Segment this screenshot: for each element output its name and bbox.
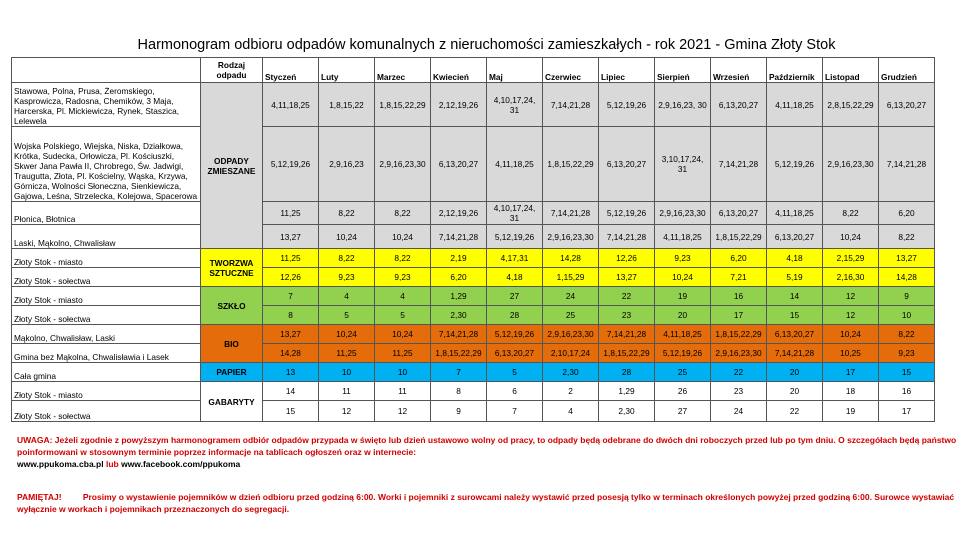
header-month: Grudzień <box>879 58 935 83</box>
date-cell: 10,24 <box>375 325 431 344</box>
date-cell: 10 <box>879 306 935 325</box>
date-cell: 14,28 <box>263 344 319 363</box>
date-cell: 4 <box>543 401 599 422</box>
date-cell: 22 <box>767 401 823 422</box>
date-cell: 9,23 <box>319 268 375 287</box>
header-month: Lipiec <box>599 58 655 83</box>
header-blank <box>12 58 201 83</box>
date-cell: 14,28 <box>543 249 599 268</box>
date-cell: 25 <box>543 306 599 325</box>
date-cell: 15 <box>879 363 935 382</box>
ppukoma-link[interactable]: www.ppukoma.cba.pl <box>17 459 104 469</box>
date-cell: 2,16,30 <box>823 268 879 287</box>
schedule-row <box>12 268 935 287</box>
date-cell: 28 <box>487 306 543 325</box>
date-cell: 8,22 <box>319 249 375 268</box>
date-cell: 10,24 <box>319 325 375 344</box>
category-mieszane: ODPADY ZMIESZANE <box>201 83 263 249</box>
warning-text: UWAGA: Jeżeli zgodnie z powyższym harmonogramem odbiór odpadów przypada w święto lub dzień ustawowo wolny od pracy, to odpady będą odebrane do dwóch dni roboczych przed lub po tym dniu. O szczegółach będą państwo poinformowani w stosownym terminie poprzez informacje na tablicach ogłoszeń oraz w internecie: <box>17 435 957 457</box>
date-cell: 2,9,16,23, 30 <box>655 83 711 127</box>
date-cell: 1,8,15,22,29 <box>375 83 431 127</box>
header-month: Październik <box>767 58 823 83</box>
date-cell: 5,12,19,26 <box>599 83 655 127</box>
date-cell: 6,20 <box>711 249 767 268</box>
date-cell: 2,9,16,23,30 <box>543 225 599 249</box>
date-cell: 13,27 <box>263 325 319 344</box>
date-cell: 2,9,16,23,30 <box>375 127 431 202</box>
header-month: Czerwiec <box>543 58 599 83</box>
date-cell: 5,19 <box>767 268 823 287</box>
header-row <box>12 58 935 83</box>
header-month: Kwiecień <box>431 58 487 83</box>
header-month: Maj <box>487 58 543 83</box>
header-month: Wrzesień <box>711 58 767 83</box>
date-cell: 2,9,16,23,30 <box>655 202 711 225</box>
date-cell: 1,29 <box>431 287 487 306</box>
schedule-row <box>12 287 935 306</box>
date-cell: 14 <box>263 382 319 401</box>
date-cell: 13,27 <box>263 225 319 249</box>
date-cell: 7 <box>487 401 543 422</box>
schedule-row <box>12 401 935 422</box>
date-cell: 7,14,21,28 <box>431 325 487 344</box>
row-location: Cała gmina <box>12 363 201 382</box>
date-cell: 27 <box>655 401 711 422</box>
warning-note <box>17 434 957 470</box>
remember-label: PAMIĘTAJ! <box>17 492 62 502</box>
date-cell: 9 <box>431 401 487 422</box>
date-cell: 13,27 <box>879 249 935 268</box>
date-cell: 17 <box>711 306 767 325</box>
date-cell: 10 <box>319 363 375 382</box>
remember-text: Prosimy o wystawienie pojemników w dzień odbioru przed godziną 6:00. Worki i pojemniki z surowcami należy wystawić przed posesją tylko w terminach określonych powyżej przed godziną 6:00. Surowce wystawiać wyłącznie w workach i pojemnikach przeznaczonych do segregacji. <box>17 492 955 514</box>
schedule-row <box>12 249 935 268</box>
date-cell: 2,9,16,23,30 <box>543 325 599 344</box>
date-cell: 7,14,21,28 <box>543 202 599 225</box>
date-cell: 6,20 <box>431 268 487 287</box>
schedule-row <box>12 202 935 225</box>
schedule-row <box>12 344 935 363</box>
date-cell: 15 <box>263 401 319 422</box>
remember-note <box>17 491 957 515</box>
date-cell: 5,12,19,26 <box>487 325 543 344</box>
date-cell: 10,24 <box>655 268 711 287</box>
row-location: Płonica, Błotnica <box>12 202 201 225</box>
date-cell: 11 <box>319 382 375 401</box>
schedule-row <box>12 363 935 382</box>
category-szklo: SZKŁO <box>201 287 263 325</box>
row-location: Złoty Stok - sołectwa <box>12 268 201 287</box>
date-cell: 6,13,20,27 <box>767 325 823 344</box>
date-cell: 7,14,21,28 <box>431 225 487 249</box>
date-cell: 19 <box>823 401 879 422</box>
date-cell: 4,11,18,25 <box>655 225 711 249</box>
header-month: Listopad <box>823 58 879 83</box>
date-cell: 5,12,19,26 <box>655 344 711 363</box>
date-cell: 6,13,20,27 <box>711 83 767 127</box>
date-cell: 20 <box>655 306 711 325</box>
date-cell: 16 <box>711 287 767 306</box>
date-cell: 1,15,29 <box>543 268 599 287</box>
schedule-row <box>12 382 935 401</box>
date-cell: 12,26 <box>263 268 319 287</box>
date-cell: 2,10,17,24 <box>543 344 599 363</box>
date-cell: 8,22 <box>879 325 935 344</box>
date-cell: 22 <box>599 287 655 306</box>
schedule-row <box>12 127 935 202</box>
header-month: Styczeń <box>263 58 319 83</box>
date-cell: 2,9,16,23 <box>319 127 375 202</box>
date-cell: 1,8,15,22,29 <box>599 344 655 363</box>
date-cell: 6 <box>487 382 543 401</box>
date-cell: 2,9,16,23,30 <box>823 127 879 202</box>
schedule-row <box>12 83 935 127</box>
date-cell: 2,12,19,26 <box>431 83 487 127</box>
header-month: Luty <box>319 58 375 83</box>
schedule-table <box>11 57 935 422</box>
header-rodzaj: Rodzaj odpadu <box>201 58 263 83</box>
date-cell: 5,12,19,26 <box>599 202 655 225</box>
header-month: Sierpień <box>655 58 711 83</box>
date-cell: 4 <box>375 287 431 306</box>
date-cell: 24 <box>711 401 767 422</box>
date-cell: 5,12,19,26 <box>487 225 543 249</box>
date-cell: 12,26 <box>599 249 655 268</box>
date-cell: 19 <box>655 287 711 306</box>
date-cell: 7 <box>263 287 319 306</box>
date-cell: 2,30 <box>543 363 599 382</box>
category-tworzywa: TWORZWA SZTUCZNE <box>201 249 263 287</box>
date-cell: 6,13,20,27 <box>431 127 487 202</box>
date-cell: 4,18 <box>487 268 543 287</box>
date-cell: 2,15,29 <box>823 249 879 268</box>
date-cell: 4,11,18,25 <box>655 325 711 344</box>
date-cell: 8,22 <box>375 249 431 268</box>
row-location: Złoty Stok - miasto <box>12 382 201 401</box>
date-cell: 6,13,20,27 <box>487 344 543 363</box>
date-cell: 12 <box>319 401 375 422</box>
date-cell: 25 <box>655 363 711 382</box>
date-cell: 14 <box>767 287 823 306</box>
date-cell: 6,20 <box>879 202 935 225</box>
date-cell: 6,13,20,27 <box>599 127 655 202</box>
date-cell: 2,30 <box>599 401 655 422</box>
date-cell: 8 <box>431 382 487 401</box>
date-cell: 4 <box>319 287 375 306</box>
date-cell: 8,22 <box>879 225 935 249</box>
row-location: Złoty Stok - sołectwa <box>12 306 201 325</box>
date-cell: 6,13,20,27 <box>879 83 935 127</box>
date-cell: 10,25 <box>823 344 879 363</box>
date-cell: 23 <box>599 306 655 325</box>
date-cell: 1,8,15,22,29 <box>431 344 487 363</box>
date-cell: 23 <box>711 382 767 401</box>
date-cell: 5,12,19,26 <box>767 127 823 202</box>
row-location: Gmina bez Mąkolna, Chwalisławia i Lasek <box>12 344 201 363</box>
date-cell: 4,11,18,25 <box>487 127 543 202</box>
date-cell: 5 <box>487 363 543 382</box>
header-month: Marzec <box>375 58 431 83</box>
date-cell: 8,22 <box>319 202 375 225</box>
date-cell: 4,11,18,25 <box>767 83 823 127</box>
date-cell: 7,14,21,28 <box>767 344 823 363</box>
date-cell: 28 <box>599 363 655 382</box>
date-cell: 8,22 <box>823 202 879 225</box>
date-cell: 4,10,17,24, 31 <box>487 83 543 127</box>
date-cell: 2 <box>543 382 599 401</box>
date-cell: 1,29 <box>599 382 655 401</box>
date-cell: 5 <box>375 306 431 325</box>
date-cell: 2,8,15,22,29 <box>823 83 879 127</box>
date-cell: 13 <box>263 363 319 382</box>
row-location: Stawowa, Polna, Prusa, Żeromskiego, Kasprowicza, Radosna, Chemików, 3 Maja, Harcerska, Pl. Mickiewicza, Rynek, Staszica, Lelewela <box>12 83 201 127</box>
date-cell: 3,10,17,24, 31 <box>655 127 711 202</box>
date-cell: 1,8,15,22,29 <box>543 127 599 202</box>
date-cell: 13,27 <box>599 268 655 287</box>
date-cell: 10,24 <box>319 225 375 249</box>
date-cell: 10 <box>375 363 431 382</box>
date-cell: 27 <box>487 287 543 306</box>
date-cell: 24 <box>543 287 599 306</box>
or-text: lub <box>103 459 122 469</box>
date-cell: 7 <box>431 363 487 382</box>
facebook-link[interactable]: www.facebook.com/ppukoma <box>121 459 241 469</box>
date-cell: 9 <box>879 287 935 306</box>
date-cell: 2,9,16,23,30 <box>711 344 767 363</box>
date-cell: 4,10,17,24, 31 <box>487 202 543 225</box>
schedule-row <box>12 225 935 249</box>
date-cell: 9,23 <box>879 344 935 363</box>
category-bio: BIO <box>201 325 263 363</box>
date-cell: 18 <box>823 382 879 401</box>
date-cell: 5 <box>319 306 375 325</box>
date-cell: 17 <box>879 401 935 422</box>
date-cell: 10,24 <box>823 325 879 344</box>
date-cell: 14,28 <box>879 268 935 287</box>
date-cell: 15 <box>767 306 823 325</box>
date-cell: 7,14,21,28 <box>879 127 935 202</box>
date-cell: 11,25 <box>375 344 431 363</box>
date-cell: 4,18 <box>767 249 823 268</box>
date-cell: 7,14,21,28 <box>599 325 655 344</box>
date-cell: 7,14,21,28 <box>711 127 767 202</box>
date-cell: 9,23 <box>655 249 711 268</box>
date-cell: 5,12,19,26 <box>263 127 319 202</box>
date-cell: 11,25 <box>263 202 319 225</box>
date-cell: 7,14,21,28 <box>599 225 655 249</box>
date-cell: 2,12,19,26 <box>431 202 487 225</box>
date-cell: 26 <box>655 382 711 401</box>
date-cell: 2,30 <box>431 306 487 325</box>
date-cell: 4,17,31 <box>487 249 543 268</box>
date-cell: 6,13,20,27 <box>767 225 823 249</box>
date-cell: 17 <box>823 363 879 382</box>
date-cell: 16 <box>879 382 935 401</box>
date-cell: 20 <box>767 363 823 382</box>
date-cell: 11,25 <box>263 249 319 268</box>
row-location: Złoty Stok - miasto <box>12 249 201 268</box>
date-cell: 8 <box>263 306 319 325</box>
date-cell: 2,19 <box>431 249 487 268</box>
date-cell: 20 <box>767 382 823 401</box>
row-location: Wojska Polskiego, Wiejska, Niska, Działkowa, Krótka, Sudecka, Orłowicza, Pl. Kościuszki, Skwer Jana Pawła II, Chrobrego, Św. Jadwigi, Traugutta, Złota, Pl. Kościelny, Wąska, Krzywa, Górnicza, Wolności Słoneczna, Sienkiewicza, Gajowa, Leśna, Strzelecka, Kolejowa, Spacerowa <box>12 127 201 202</box>
page-title: Harmonogram odbioru odpadów komunalnych z nieruchomości zamieszkałych - rok 2021 - Gmina Złoty Stok <box>137 37 836 53</box>
date-cell: 12 <box>375 401 431 422</box>
date-cell: 7,14,21,28 <box>543 83 599 127</box>
date-cell: 1,8,15,22,29 <box>711 325 767 344</box>
date-cell: 1,8,15,22 <box>319 83 375 127</box>
schedule-row <box>12 325 935 344</box>
date-cell: 10,24 <box>823 225 879 249</box>
category-papier: PAPIER <box>201 363 263 382</box>
date-cell: 11 <box>375 382 431 401</box>
row-location: Złoty Stok - miasto <box>12 287 201 306</box>
row-location: Złoty Stok - sołectwa <box>12 401 201 422</box>
date-cell: 8,22 <box>375 202 431 225</box>
date-cell: 6,13,20,27 <box>711 202 767 225</box>
date-cell: 7,21 <box>711 268 767 287</box>
date-cell: 10,24 <box>375 225 431 249</box>
date-cell: 12 <box>823 306 879 325</box>
date-cell: 11,25 <box>319 344 375 363</box>
date-cell: 9,23 <box>375 268 431 287</box>
date-cell: 1,8,15,22,29 <box>711 225 767 249</box>
row-location: Laski, Mąkolno, Chwalisław <box>12 225 201 249</box>
date-cell: 12 <box>823 287 879 306</box>
date-cell: 4,11,18,25 <box>263 83 319 127</box>
category-gabaryty: GABARYTY <box>201 382 263 422</box>
row-location: Mąkolno, Chwalisław, Laski <box>12 325 201 344</box>
date-cell: 4,11,18,25 <box>767 202 823 225</box>
date-cell: 22 <box>711 363 767 382</box>
schedule-row <box>12 306 935 325</box>
